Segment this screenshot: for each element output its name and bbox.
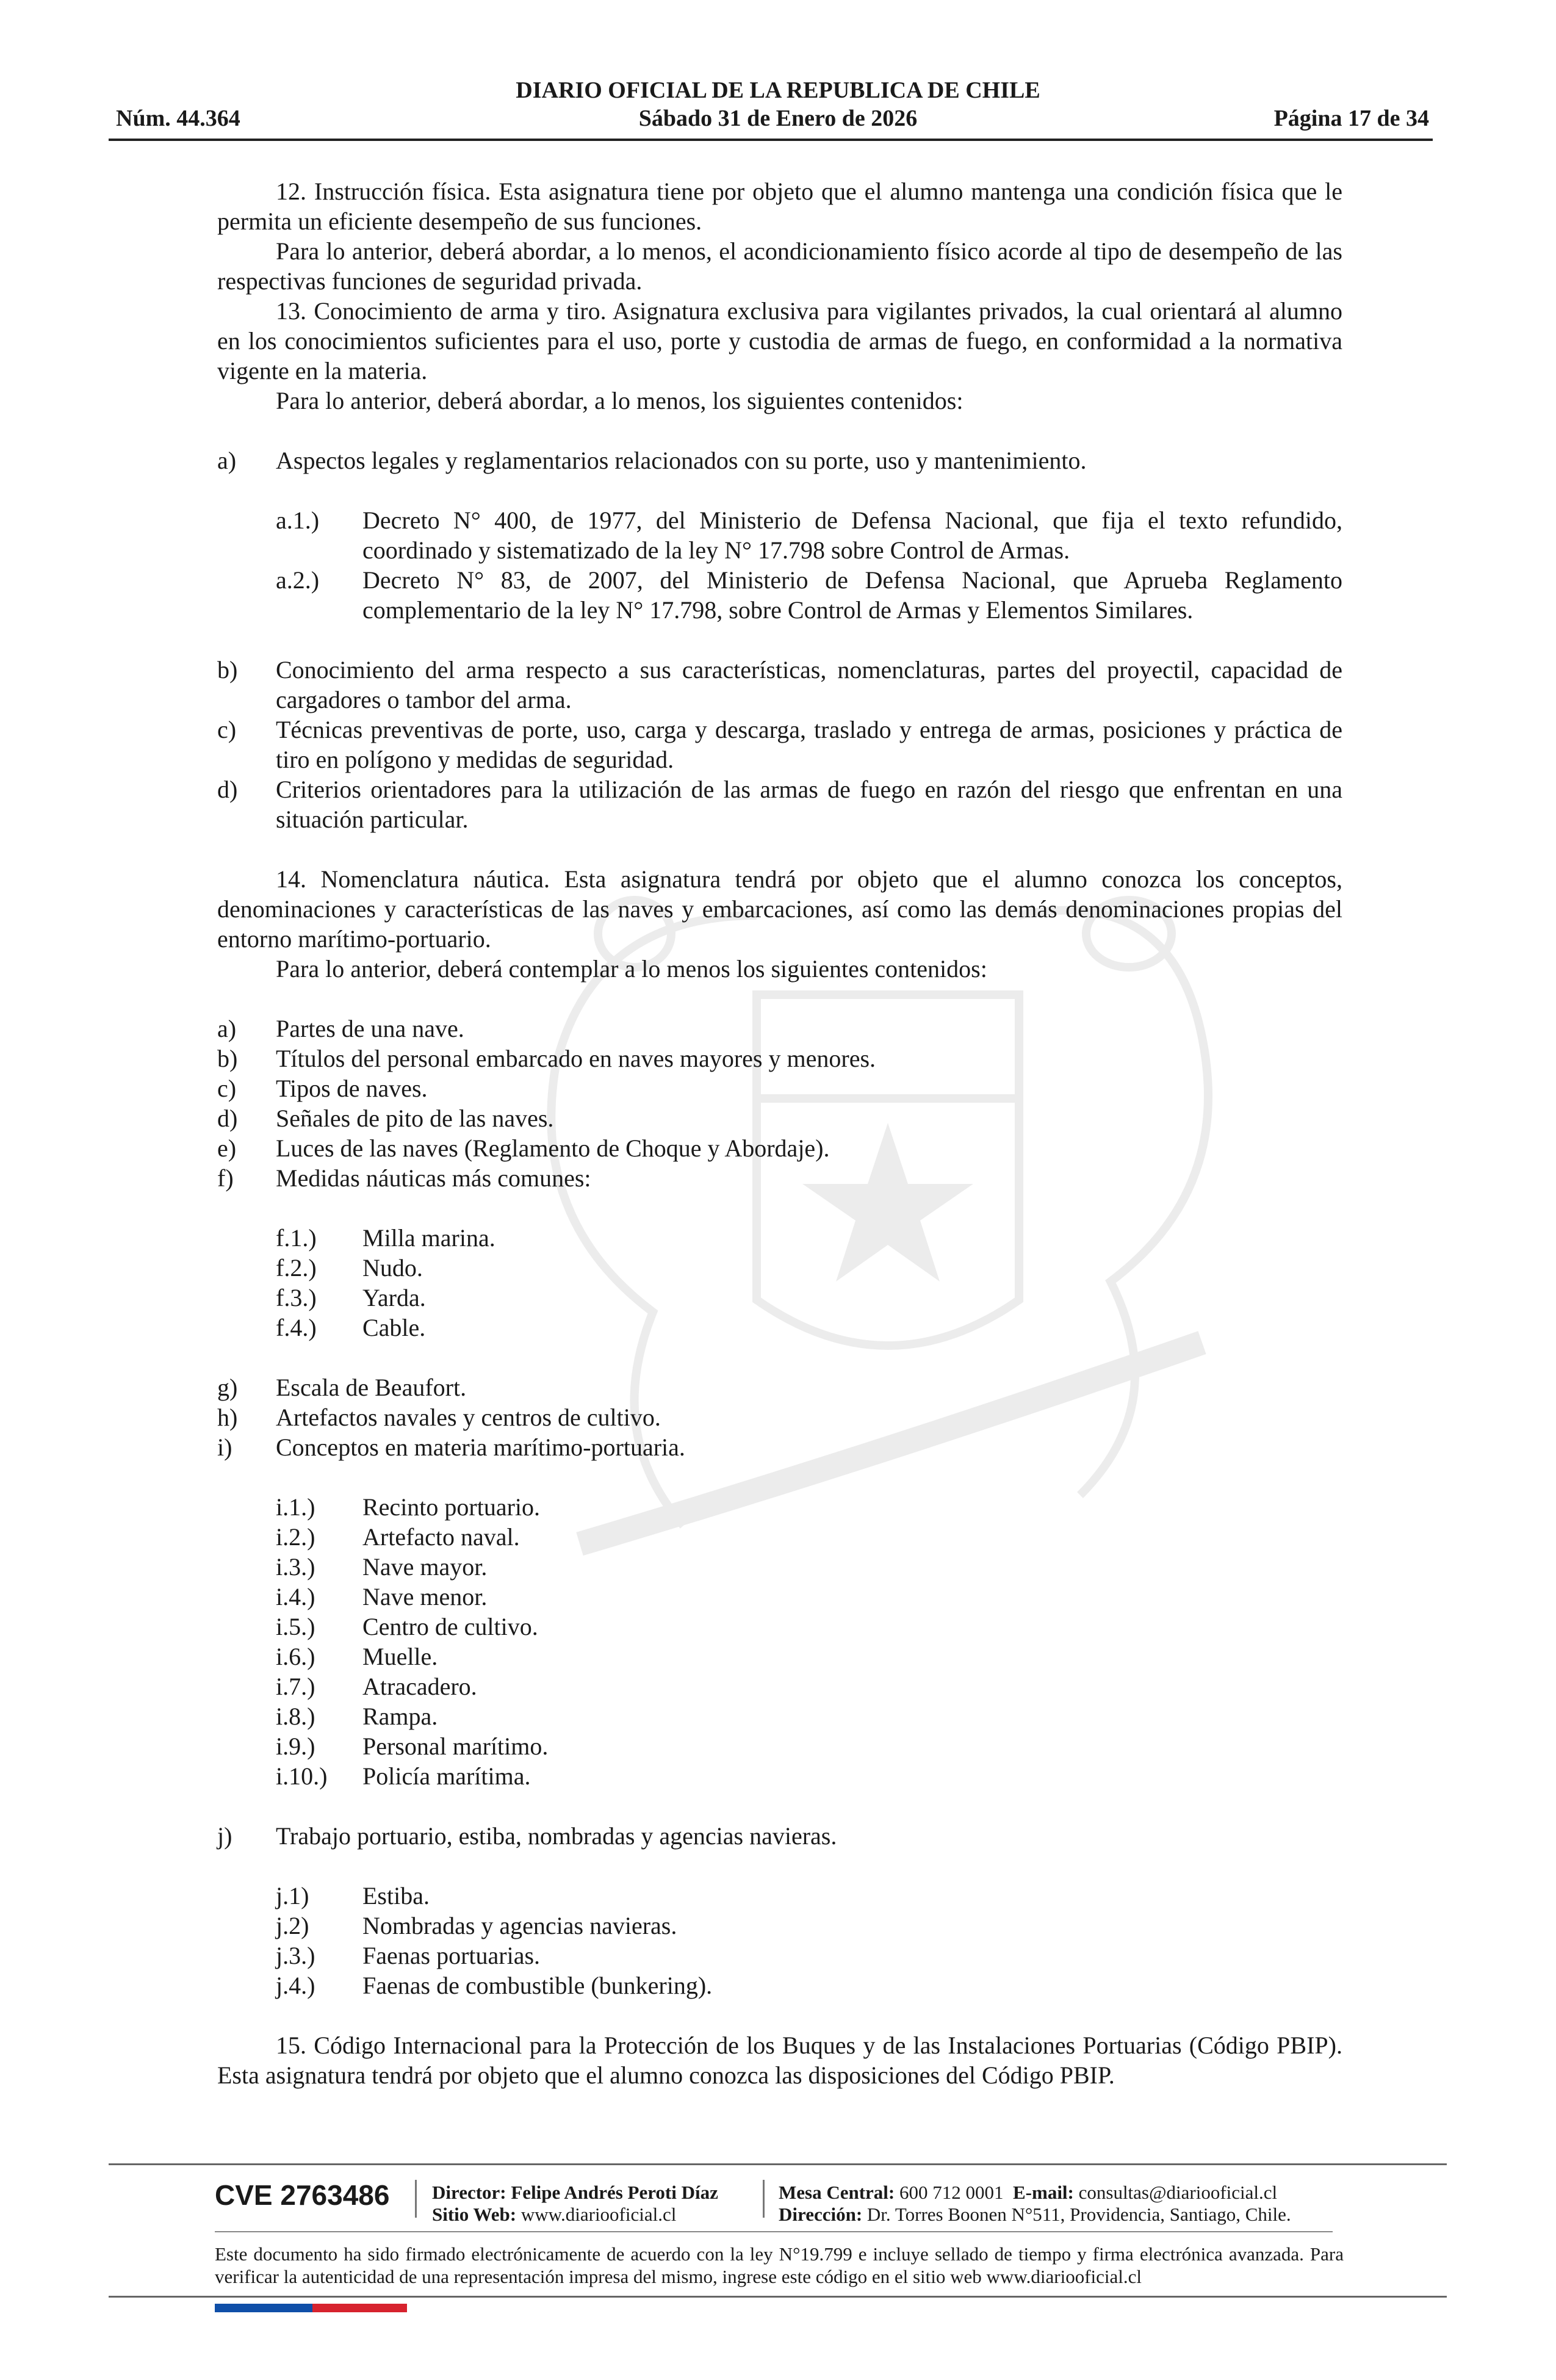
sub-list [217, 1492, 1342, 1791]
flag-bar-blue [215, 2304, 312, 2312]
list-item-text: Escala de Beaufort. [276, 1374, 467, 1401]
list-item-text: Milla marina. [362, 1224, 495, 1252]
list-item-label: f.1.) [276, 1224, 317, 1252]
list-item [217, 1821, 1342, 1851]
address-label: Dirección: [779, 2204, 863, 2225]
issue-number: Núm. 44.364 [116, 106, 240, 131]
section-13-paragraph: 13. Conocimiento de arma y tiro. Asignatura exclusiva para vigilantes privados, la cual orientará al alumno en los conocimientos suficientes para el uso, porte y custodia de armas de fuego, en conformidad a la normativa vigente en la materia. [217, 297, 1342, 384]
flag-bar-red [312, 2304, 407, 2312]
sub-list [217, 505, 1342, 625]
document-body [217, 176, 1342, 2090]
list-item-label: i.5.) [276, 1613, 315, 1640]
sub-list-item [217, 505, 1342, 565]
list-item-text: Muelle. [362, 1643, 438, 1670]
list-item-label: a) [217, 1015, 237, 1042]
sub-list [217, 1223, 1342, 1343]
list-item [217, 1073, 1342, 1103]
list-item-label: d) [217, 776, 238, 803]
list-item-text: Estiba. [362, 1882, 430, 1909]
list-item-text: Decreto N° 83, de 2007, del Ministerio de Defensa Nacional, que Aprueba Reglamento complementario de la ley N° 17.798, sobre Control de Armas y Elementos Similares. [362, 566, 1342, 624]
list-item [217, 1133, 1342, 1163]
item-list [217, 655, 1342, 834]
list-item-label: c) [217, 1075, 237, 1102]
list-item-label: i.7.) [276, 1673, 315, 1700]
list-item-label: f.3.) [276, 1284, 317, 1311]
list-item-label: j.1) [276, 1882, 309, 1909]
list-item [217, 1163, 1342, 1193]
list-item [217, 1372, 1342, 1402]
item-list [217, 1014, 1342, 1193]
list-item-text: Señales de pito de las naves. [276, 1105, 554, 1132]
list-item [217, 774, 1342, 834]
list-item-text: Faenas de combustible (bunkering). [362, 1972, 713, 1999]
list-item-label: f) [217, 1164, 234, 1192]
footer-divider [215, 2231, 1333, 2232]
newspaper-title: DIARIO OFICIAL DE LA REPUBLICA DE CHILE [516, 78, 1040, 103]
list-item [217, 715, 1342, 774]
site-label: Sitio Web: [432, 2204, 517, 2225]
list-item [217, 1103, 1342, 1133]
list-item-text: Artefacto naval. [362, 1523, 520, 1551]
list-item-text: Centro de cultivo. [362, 1613, 538, 1640]
list-item-text: Títulos del personal embarcado en naves mayores y menores. [276, 1045, 876, 1072]
issue-date: Sábado 31 de Enero de 2026 [638, 106, 918, 131]
list-item-text: Trabajo portuario, estiba, nombradas y agencias navieras. [276, 1822, 837, 1850]
email-link[interactable]: consultas@diariooficial.cl [1078, 2182, 1278, 2203]
section-14-paragraph: Para lo anterior, deberá contemplar a lo menos los siguientes contenidos: [276, 955, 987, 983]
list-item-label: i.2.) [276, 1523, 315, 1551]
sub-list-item [217, 1492, 1342, 1522]
sub-list-item [217, 1971, 1342, 2000]
footer-separator [415, 2180, 417, 2218]
list-item-text: Criterios orientadores para la utilización de las armas de fuego en razón del riesgo que enfrentan en una situación particular. [276, 776, 1342, 833]
list-item-text: Conceptos en materia marítimo-portuaria. [276, 1433, 685, 1461]
director-label: Director: [432, 2182, 506, 2203]
list-item [217, 655, 1342, 715]
list-item-label: i.4.) [276, 1583, 315, 1610]
footer-contact-block [779, 2182, 1291, 2226]
sub-list-item [217, 1731, 1342, 1761]
phone-label: Mesa Central: [779, 2182, 895, 2203]
sub-list-item [217, 1223, 1342, 1253]
list-item-text: Aspectos legales y reglamentarios relacionados con su porte, uso y mantenimiento. [276, 447, 1087, 474]
list-item-text: Conocimiento del arma respecto a sus características, nomenclaturas, partes del proyectil, capacidad de cargadores o tambor del arma. [276, 656, 1342, 713]
section-13-paragraph: Para lo anterior, deberá abordar, a lo menos, los siguientes contenidos: [276, 387, 963, 414]
list-item-text: Técnicas preventivas de porte, uso, carga y descarga, traslado y entrega de armas, posiciones y práctica de tiro en polígono y medidas de seguridad. [276, 716, 1342, 773]
sub-list-item [217, 1701, 1342, 1731]
sub-list-item [217, 1761, 1342, 1791]
email-label: E-mail: [1013, 2182, 1074, 2203]
sub-list-item [217, 1522, 1342, 1552]
list-item-text: Tipos de naves. [276, 1075, 428, 1102]
list-item-label: i.3.) [276, 1553, 315, 1581]
list-item-label: f.4.) [276, 1314, 317, 1341]
list-item-text: Recinto portuario. [362, 1493, 541, 1521]
list-item [217, 1432, 1342, 1462]
sub-list-item [217, 1671, 1342, 1701]
sub-list-item [217, 1881, 1342, 1911]
list-item-text: Policía marítima. [362, 1762, 531, 1790]
list-item-text: Atracadero. [362, 1673, 477, 1700]
list-item-label: i.1.) [276, 1493, 315, 1521]
footer-separator [763, 2180, 765, 2218]
list-item-label: a.1.) [276, 507, 320, 534]
list-item-text: Artefactos navales y centros de cultivo. [276, 1404, 661, 1431]
section-12-paragraph: 12. Instrucción física. Esta asignatura tiene por objeto que el alumno mantenga una condición física que le permita un eficiente desempeño de sus funciones. [217, 178, 1342, 235]
list-item-label: f.2.) [276, 1254, 317, 1282]
list-item-text: Nave mayor. [362, 1553, 488, 1581]
list-item-text: Personal marítimo. [362, 1733, 549, 1760]
list-item [217, 1402, 1342, 1432]
list-item-label: i.8.) [276, 1703, 315, 1730]
list-item-label: i.6.) [276, 1643, 315, 1670]
sub-list-item [217, 1642, 1342, 1671]
list-item-label: e) [217, 1134, 237, 1162]
list-item-label: c) [217, 716, 237, 743]
list-item-label: d) [217, 1105, 238, 1132]
sub-list-item [217, 1612, 1342, 1642]
site-link[interactable]: www.diariooficial.cl [520, 2204, 677, 2225]
list-item-text: Partes de una nave. [276, 1015, 464, 1042]
page-number: Página 17 de 34 [1273, 106, 1429, 131]
section-12-paragraph: Para lo anterior, deberá abordar, a lo menos, el acondicionamiento físico acorde al tipo de desempeño de las respectivas funciones de seguridad privada. [217, 237, 1342, 295]
sub-list-item [217, 1552, 1342, 1582]
list-item-text: Nombradas y agencias navieras. [362, 1912, 677, 1939]
item-list [217, 1372, 1342, 1462]
phone-number: 600 712 0001 [899, 2182, 1004, 2203]
list-item-label: g) [217, 1374, 238, 1401]
list-item [217, 1044, 1342, 1073]
sub-list-item [217, 1582, 1342, 1612]
footer-director-block [432, 2182, 718, 2226]
list-item [217, 445, 1342, 475]
list-item-label: a.2.) [276, 566, 320, 594]
list-item-label: a) [217, 447, 237, 474]
list-item-label: i.10.) [276, 1762, 328, 1790]
director-name: Felipe Andrés Peroti Díaz [511, 2182, 718, 2203]
sub-list-item [217, 1253, 1342, 1283]
list-item-text: Decreto N° 400, de 1977, del Ministerio de Defensa Nacional, que fija el texto refundido, coordinado y sistematizado de la ley N° 17.798 sobre Control de Armas. [362, 507, 1342, 564]
legal-notice: Este documento ha sido firmado electrónicamente de acuerdo con la ley N°19.799 e incluye sellado de tiempo y firma electrónica avanzada. Para verificar la autenticidad de una representación impresa del mismo, ingrese este código en el sitio web www.diariooficial.cl [215, 2243, 1344, 2287]
sub-list-item [217, 1313, 1342, 1343]
list-item-text: Nudo. [362, 1254, 423, 1282]
list-item-label: j) [217, 1822, 232, 1850]
list-item-text: Luces de las naves (Reglamento de Choque y Abordaje). [276, 1134, 830, 1162]
list-item-text: Nave menor. [362, 1583, 488, 1610]
list-item-label: b) [217, 656, 238, 683]
cve-code: CVE 2763486 [215, 2179, 390, 2211]
list-item-label: j.3.) [276, 1942, 315, 1969]
sub-list-item [217, 1283, 1342, 1313]
sub-list [217, 1881, 1342, 2000]
footer-divider [109, 2296, 1447, 2298]
sub-list-item [217, 1911, 1342, 1941]
list-item-label: b) [217, 1045, 238, 1072]
header-divider [109, 139, 1433, 141]
section-15-paragraph: 15. Código Internacional para la Protección de los Buques y de las Instalaciones Portuarias (Código PBIP). Esta asignatura tendrá por objeto que el alumno conozca las disposiciones del Código PBIP. [217, 2032, 1342, 2089]
list-item-label: h) [217, 1404, 238, 1431]
list-item-text: Cable. [362, 1314, 426, 1341]
list-item-text: Rampa. [362, 1703, 438, 1730]
list-item-text: Yarda. [362, 1284, 426, 1311]
sub-list-item [217, 1941, 1342, 1971]
list-item-text: Faenas portuarias. [362, 1942, 541, 1969]
list-item-label: j.2) [276, 1912, 309, 1939]
list-item-text: Medidas náuticas más comunes: [276, 1164, 591, 1192]
list-item [217, 1014, 1342, 1044]
address-text: Dr. Torres Boonen N°511, Providencia, Santiago, Chile. [866, 2204, 1291, 2225]
list-item-label: i.9.) [276, 1733, 315, 1760]
sub-list-item [217, 565, 1342, 625]
list-item-label: j.4.) [276, 1972, 315, 1999]
section-14-paragraph: 14. Nomenclatura náutica. Esta asignatura tendrá por objeto que el alumno conozca los conceptos, denominaciones y características de las naves y embarcaciones, así como las demás denominaciones propias del entorno marítimo-portuario. [217, 865, 1342, 953]
footer-divider [109, 2163, 1447, 2165]
list-item-label: i) [217, 1433, 232, 1461]
